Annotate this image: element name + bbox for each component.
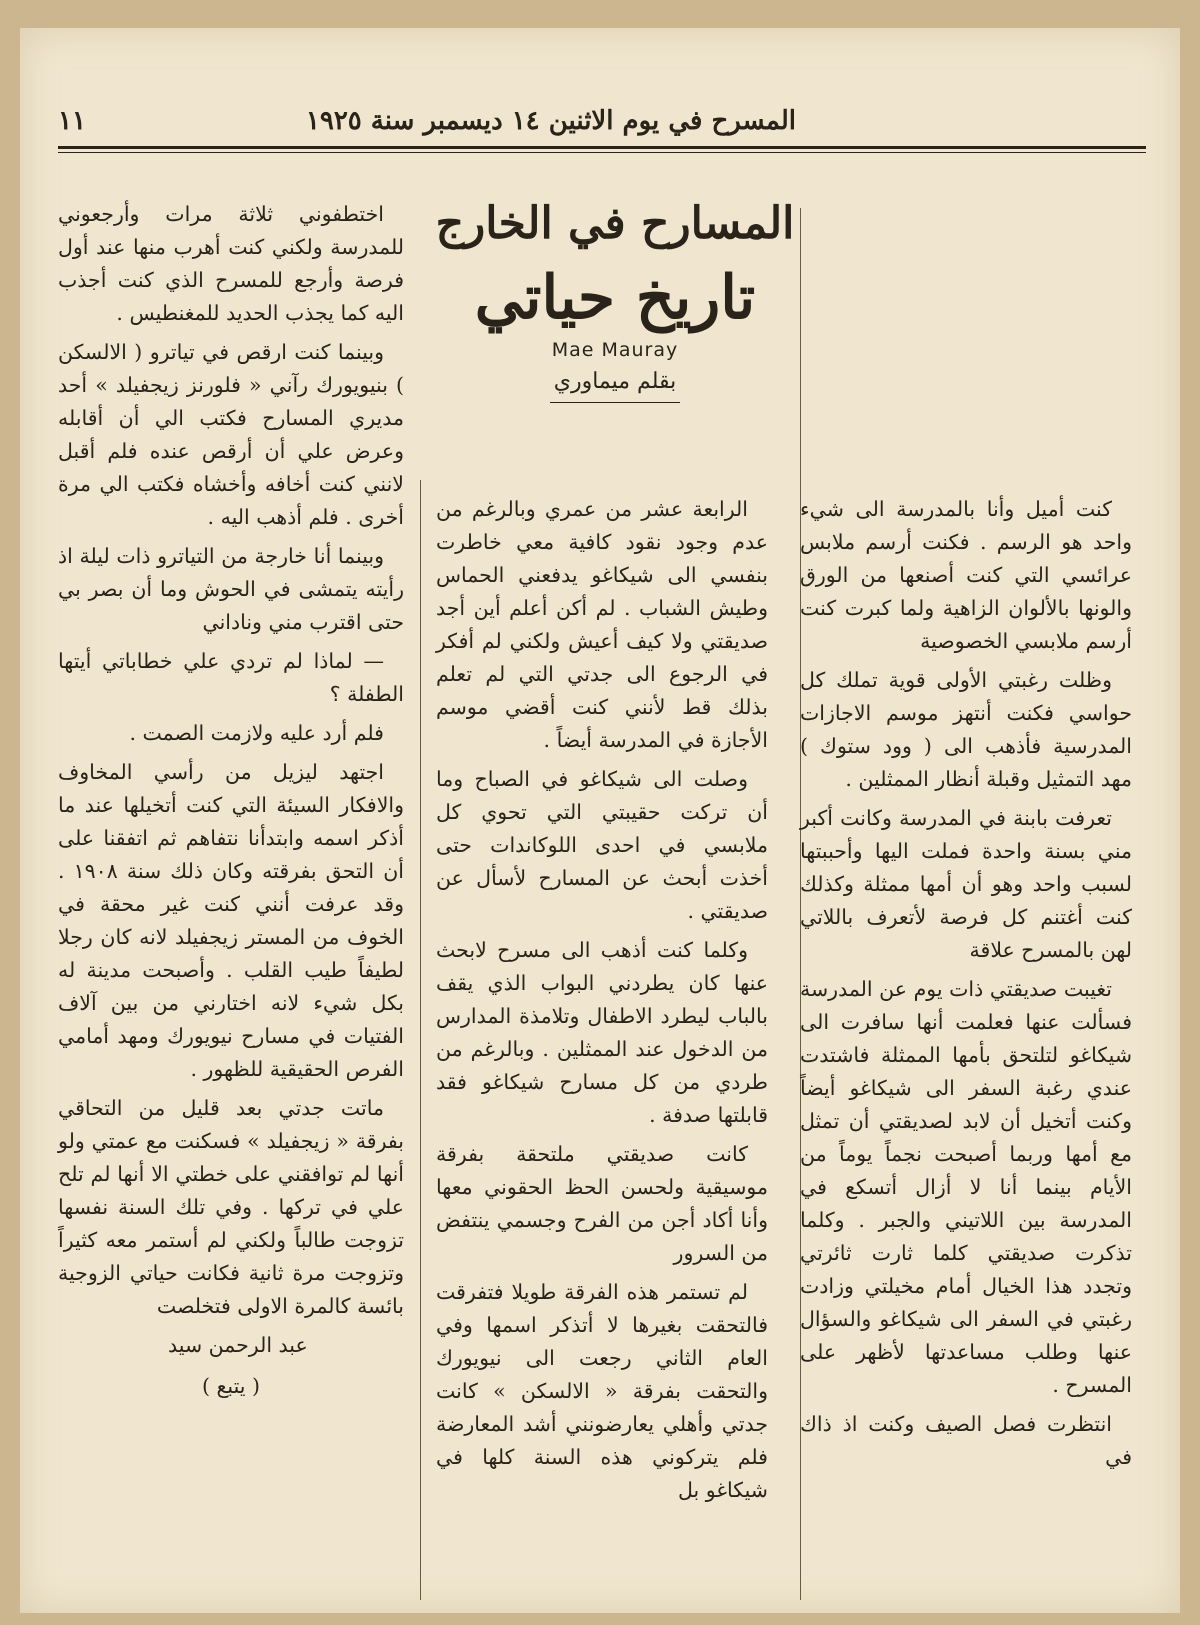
article-title-block xyxy=(420,198,810,403)
paragraph: فلم أرد عليه ولازمت الصمت . xyxy=(129,721,384,745)
paragraph: — لماذا لم تردي علي خطاباتي أيتها الطفلة ؟ xyxy=(58,649,404,706)
header-rule xyxy=(58,146,1146,149)
byline: بقلم ميماوري xyxy=(553,369,677,394)
title-rule xyxy=(550,402,680,403)
paragraph: الرابعة عشر من عمري وبالرغم من عدم وجود نقود كافية معي خاطرت بنفسي الى شيكاغو يدفعني الحماس وطيش الشباب . لم أكن أعلم أين أجد صديقتي ولا كيف أعيش ولكني لم أفكر في الرجوع الى جدتي التي لم تعلم بذلك قط لأنني كنت أقضي موسم الأجازة في المدرسة أيضاً . xyxy=(436,497,768,752)
paragraph: كانت صديقتي ملتحقة بفرقة موسيقية ولحسن الحظ الحقوني معها وأنا أكاد أجن من الفرح وجسمي ينتفض من السرور xyxy=(436,1142,768,1265)
author-latin: Mae Mauray xyxy=(551,339,679,361)
paragraph: تغيبت صديقتي ذات يوم عن المدرسة فسألت عنها فعلمت أنها سافرت الى شيكاغو لتلتحق بأمها الممثلة فاشتدت عندي رغبة السفر الى شيكاغو أيضاً وكنت أتخيل أن لابد لصديقتي أن تمثل مع أمها وربما أصبحت نجماً يوماً من الأيام بينما أنا لا أزال أتسكع في المدرسة بين اللاتيني والجبر . وكلما تذكرت صديقتي كلما ثارت ثائرتي وتجدد هذا الخيال أمام مخيلتي وزادت رغبتي في السفر الى شيكاغو والسؤال عنها وطلب مساعدتها لأظهر على المسرح . xyxy=(800,977,1132,1397)
continued-note: ( يتبع ) xyxy=(201,1374,261,1398)
header-rule-thin xyxy=(58,152,1146,153)
newspaper-page xyxy=(20,28,1180,1613)
paragraph: كنت أميل وأنا بالمدرسة الى شيء واحد هو الرسم . فكنت أرسم ملابس عرائسي التي كنت أصنعها من الورق والونها بالألوان الزاهية ولما كبرت كنت أرسم ملابسي الخصوصية xyxy=(800,497,1132,653)
paragraph: انتظرت فصل الصيف وكنت اذ ذاك في xyxy=(800,1412,1132,1469)
column-divider xyxy=(420,480,421,1600)
paragraph: وصلت الى شيكاغو في الصباح وما أن تركت حقيبتي التي تحوي كل ملابسي في احدى اللوكاندات حتى أخذت أبحث عن المسارح لأسأل عن صديقتي . xyxy=(436,767,768,923)
paragraph: لم تستمر هذه الفرقة طويلا فتفرقت فالتحقت بغيرها لا أتذكر اسمها وفي العام الثاني رجعت الى نيويورك والتحقت بفرقة « الالسكن » كانت جدتي وأهلي يعارضونني أشد المعارضة فلم يتركوني هذه السنة كلها في شيكاغو بل xyxy=(436,1280,768,1502)
paragraph: اختطفوني ثلاثة مرات وأرجعوني للمدرسة ولكني كنت أهرب منها عند أول فرصة وأرجع للمسرح الذي كنت أجذب اليه كما يجذب الحديد للمغنطيس . xyxy=(58,202,404,325)
paragraph: وبينما كنت ارقص في تياترو ( الالسكن ) بنيويورك رآني « فلورنز زيجفيلد » أحد مديري المسارح فكتب الي أن أقابله وعرض علي أن أرقص عنده فلم أقبل لانني كنت أخافه وأخشاه فكتب الي مرة أخرى . فلم أذهب اليه . xyxy=(58,340,404,529)
paragraph: وظلت رغبتي الأولى قوية تملك كل حواسي فكنت أنتهز موسم الاجازات المدرسية فأذهب الى ( وود ستوك ) مهد التمثيل وقبلة أنظار الممثلين . xyxy=(800,668,1132,791)
column-right xyxy=(800,493,1132,1480)
section-title: المسارح في الخارج xyxy=(435,198,795,249)
header-title: المسرح في يوم الاثنين ١٤ ديسمبر سنة ١٩٢٥ xyxy=(305,106,796,136)
signature: عبد الرحمن سيد xyxy=(168,1333,308,1357)
page-header xyxy=(58,96,1146,136)
article-title: تاريخ حياتي xyxy=(474,263,756,333)
paragraph: اجتهد ليزيل من رأسي المخاوف والافكار السيئة التي كنت أتخيلها عند ما أذكر اسمه وابتدأنا نتفاهم ثم اتفقنا على أن التحق بفرقته وكان ذلك سنة ١٩٠٨ . وقد عرفت أنني كنت غير محقة في الخوف من المستر زيجفيلد لانه كان رجلا لطيفاً طيب القلب . وأصبحت مدينة له بكل شيء لانه اختارني من بين آلاف الفتيات في مسارح نيويورك ومهد أمامي الفرص الحقيقية للظهور . xyxy=(58,760,404,1081)
column-middle xyxy=(436,493,768,1513)
paragraph: وكلما كنت أذهب الى مسرح لابحث عنها كان يطردني البواب الذي يقف بالباب ليطرد الاطفال وتلامذة المدارس من الدخول عند الممثلين . وبالرغم من طردي من كل مسارح شيكاغو فقد قابلتها صدفة . xyxy=(436,938,768,1127)
paragraph: تعرفت بابنة في المدرسة وكانت أكبر مني بسنة واحدة فملت اليها وأحببتها لسبب واحد وهو أن أمها ممثلة وكذلك كنت أغتنم كل فرصة لأتعرف باللاتي لهن بالمسرح علاقة xyxy=(800,806,1132,962)
paragraph: وبينما أنا خارجة من التياترو ذات ليلة اذ رأيته يتمشى في الحوش وما أن بصر بي حتى اقترب مني وناداني xyxy=(58,544,404,634)
column-left xyxy=(58,198,404,1403)
paragraph: ماتت جدتي بعد قليل من التحاقي بفرقة « زيجفيلد » فسكنت مع عمتي ولو أنها لم توافقني على خطتي الا أنها لم تلح علي في تركها . وفي تلك السنة نفسها تزوجت طالباً ولكني لم أستمر معه كثيراً وتزوجت مرة ثانية فكانت حياتي الزوجية بائسة كالمرة الاولى فتخلصت xyxy=(58,1096,404,1318)
page-number: ١١ xyxy=(58,106,86,136)
